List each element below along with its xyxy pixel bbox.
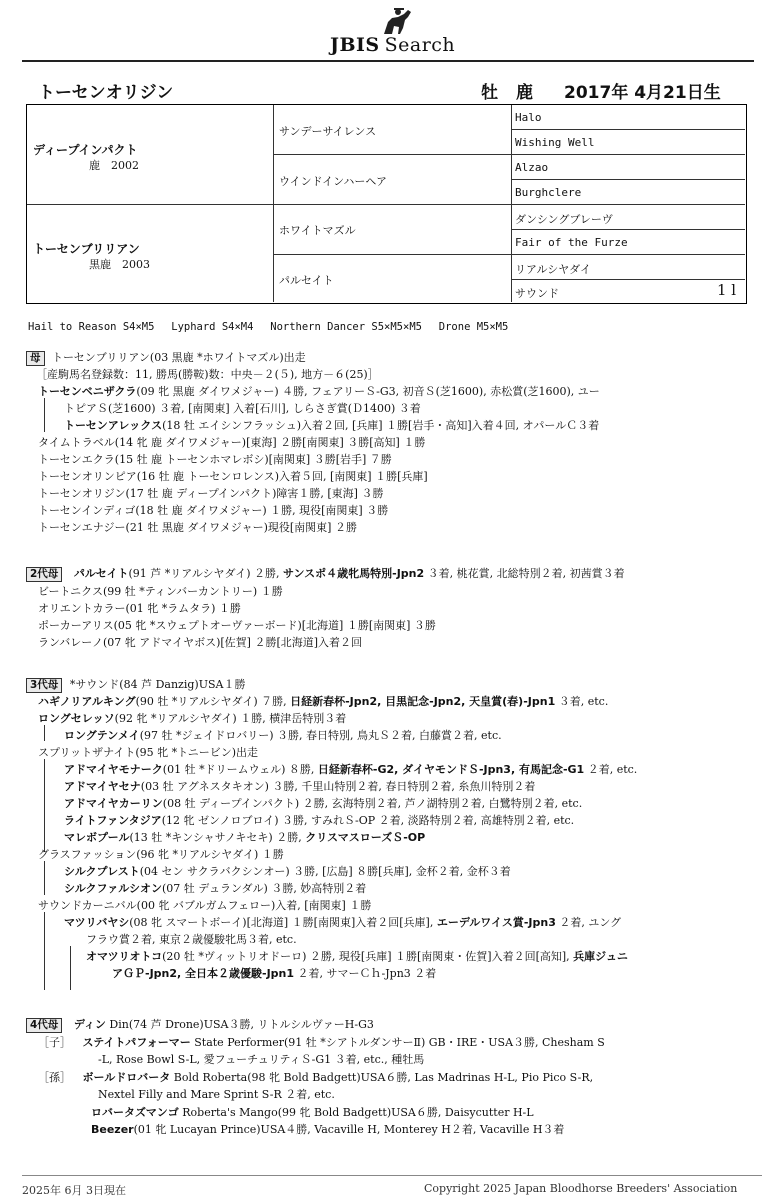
list-item[interactable]: オリエントカラー(01 牝 *ラムタラ) １勝 bbox=[38, 602, 241, 615]
footer-divider bbox=[22, 1175, 762, 1176]
sire-dam[interactable]: ウインドインハーヘア bbox=[279, 175, 388, 188]
lineage-bar bbox=[44, 861, 45, 895]
sire-info: 鹿 2002 bbox=[89, 159, 139, 172]
fourth-dam-header: 4代母 ディン Din(74 芦 Drone)USA３勝, リトルシルヴァーH-G3 bbox=[26, 1016, 374, 1033]
lineage-bar bbox=[70, 946, 71, 990]
pedigree-table bbox=[26, 104, 747, 304]
inbreeding-cross: Hail to Reason S4×M5 Lyphard S4×M4 Northern Dancer S5×M5×M5 Drone M5×M5 bbox=[28, 321, 509, 333]
gd-5[interactable]: ダンシングブレーヴ bbox=[515, 213, 613, 226]
list-item: ライトファンタジア(12 牝 ゼンノロブロイ) ３勝, すみれＳ-OP ２着, 淡路特別２着, 高雄特別２着, etc. bbox=[64, 814, 575, 827]
list-item[interactable]: ランバレーノ(07 牝 アドマイヤボス)[佐賀] ２勝[北海道]入着２回 bbox=[38, 636, 363, 649]
list-item[interactable]: グラスファッション(96 牝 *リアルシヤダイ) １勝 bbox=[38, 848, 284, 861]
list-item: オマツリオトコ(20 牡 *ヴィットリオドーロ) ２勝, 現役[兵庫] １勝[南関東・佐賀]入着２回[高知], 兵庫ジュニ bbox=[86, 950, 628, 963]
list-item: ［子］ ステイトパフォーマー State Performer(91 牡 *シアトルダンサーⅡ) GB・IRE・USA３勝, Chesham S bbox=[38, 1036, 605, 1049]
dam-section-header bbox=[26, 349, 306, 366]
list-item[interactable]: トーセンオリンピア(16 牡 鹿 トーセンロレンス)入着５回, [南関東] １勝[兵庫] bbox=[38, 470, 428, 483]
logo-brand: JBIS bbox=[330, 34, 380, 56]
second-dam-header: 2代母 パルセイト(91 芦 *リアルシヤダイ) ２勝, サンスポ４歳牝馬特別-Jpn2 ３着, 桃花賞, 北総特別２着, 初茜賞３着 bbox=[26, 565, 625, 582]
list-item-cont: アＧＰ-Jpn2, 全日本２歳優駿-Jpn1 ２着, サマーＣｈ-Jpn3 ２着 bbox=[112, 967, 437, 980]
list-item[interactable]: ビートニクス(99 牡 *ティンバーカントリー) １勝 bbox=[38, 585, 283, 598]
list-item: トーセンベニザクラ(09 牝 黒鹿 ダイワメジャー) ４勝, フェアリーＳ-G3, 初音Ｓ(芝1600), 赤松賞(芝1600), ユー bbox=[38, 385, 600, 398]
section-tag-second-dam: 2代母 bbox=[26, 567, 62, 582]
list-item-cont: -L, Rose Bowl S-L, 愛フューチュリティＳ-G1 ３着, etc., 種牡馬 bbox=[98, 1053, 425, 1066]
lineage-bar bbox=[44, 398, 45, 432]
gd-4[interactable]: Burghclere bbox=[515, 186, 582, 199]
header-divider bbox=[22, 60, 754, 62]
list-item[interactable]: スプリットザナイト(95 牝 *トニービン)出走 bbox=[38, 746, 258, 759]
dam-produce-summary: ［産駒馬名登録数：11, 勝馬(勝鞍)数：中央－２(５), 地方－６(25)］ bbox=[36, 368, 379, 381]
list-item: アドマイヤセナ(03 牡 アグネスタキオン) ３勝, 千里山特別２着, 春日特別２着, 糸魚川特別２着 bbox=[64, 780, 536, 793]
horse-rider-icon bbox=[378, 8, 418, 36]
section-tag-dam: 母 bbox=[26, 351, 45, 366]
offspring-name[interactable]: トーセンベニザクラ bbox=[38, 385, 137, 398]
list-item: Beezer(01 牝 Lucayan Prince)USA４勝, Vacaville H, Monterey H２着, Vacaville H３着 bbox=[91, 1123, 565, 1136]
lineage-bar bbox=[44, 725, 45, 741]
dam-sire[interactable]: ホワイトマズル bbox=[279, 224, 356, 237]
list-item: ［孫］ ボールドロバータ Bold Roberta(98 牝 Bold Badgett)USA６勝, Las Madrinas H-L, Pio Pico S-R, bbox=[38, 1071, 594, 1084]
list-item: マレボプール(13 牡 *キンシャサノキセキ) ２勝, クリスマスローズＳ-OP bbox=[64, 831, 426, 844]
offspring-name[interactable]: Beezer bbox=[91, 1123, 134, 1136]
footer-date: 2025年 6月 3日現在 bbox=[22, 1184, 126, 1197]
list-item[interactable]: トーセンエナジー(21 牡 黒鹿 ダイワメジャー)現役[南関東] ２勝 bbox=[38, 521, 357, 534]
section-tag-fourth-dam: 4代母 bbox=[26, 1018, 62, 1033]
fourth-dam-name[interactable]: ディン bbox=[73, 1018, 106, 1031]
list-item[interactable]: ポーカーアリス(05 牝 *スウェプトオーヴァーボード)[北海道] １勝[南関東] ３勝 bbox=[38, 619, 436, 632]
footer-copyright: Copyright 2025 Japan Bloodhorse Breeders' Association bbox=[424, 1182, 738, 1195]
list-item[interactable]: トーセンインディゴ(18 牡 鹿 ダイワメジャー) １勝, 現役[南関東] ３勝 bbox=[38, 504, 389, 517]
list-item-cont: Nextel Filly and Mare Sprint S-R ２着, etc. bbox=[98, 1088, 335, 1101]
gd-1[interactable]: Halo bbox=[515, 111, 542, 124]
list-item: マツリバヤシ(08 牝 スマートボーイ)[北海道] １勝[南関東]入着２回[兵庫], エーデルワイス賞-Jpn3 ２着, ユング bbox=[64, 916, 622, 929]
dam-info: 黒鹿 2003 bbox=[89, 258, 150, 271]
list-item[interactable]: サウンドカーニバル(00 牝 バブルガムフェロー)入着, [南関東] １勝 bbox=[38, 899, 372, 912]
logo-suffix: Search bbox=[384, 34, 456, 56]
third-dam-head: *サウンド(84 芦 Danzig)USA１勝 bbox=[69, 678, 246, 691]
list-item: ハギノリアルキング(90 牡 *リアルシヤダイ) ７勝, 日経新春杯-Jpn2, 目黒記念-Jpn2, 天皇賞(春)-Jpn1 ３着, etc. bbox=[38, 695, 609, 708]
gd-6[interactable]: Fair of the Furze bbox=[515, 236, 628, 249]
gd-3[interactable]: Alzao bbox=[515, 161, 549, 174]
offspring-name[interactable]: トーセンアレックス bbox=[64, 419, 163, 432]
list-item: アドマイヤモナーク(01 牡 *ドリームウェル) ８勝, 日経新春杯-G2, ダイヤモンドＳ-Jpn3, 有馬記念-G1 ２着, etc. bbox=[64, 763, 638, 776]
sire-sire[interactable]: サンデーサイレンス bbox=[279, 125, 377, 138]
list-item: シルクファルシオン(07 牡 デュランダル) ３勝, 妙高特別２着 bbox=[64, 882, 367, 895]
horse-color: 鹿 bbox=[516, 83, 533, 103]
gd-8[interactable]: サウンド bbox=[515, 287, 559, 300]
list-item-cont: トピアＳ(芝1600) ３着, [南関東] 入着[石川], しらさぎ賞(Ｄ1400) ３着 bbox=[64, 402, 421, 415]
dam-name[interactable]: トーセンブリリアン bbox=[33, 242, 140, 256]
offspring-name[interactable]: ステイトパフォーマー bbox=[82, 1036, 191, 1049]
list-item: シルクプレスト(04 セン サクラバクシンオー) ３勝, [広島] ８勝[兵庫], 金杯２着, 金杯３着 bbox=[64, 865, 511, 878]
lineage-bar bbox=[44, 759, 45, 852]
list-item[interactable]: トーセンエクラ(15 牡 鹿 トーセンホマレボシ)[南関東] ３勝[岩手] ７勝 bbox=[38, 453, 392, 466]
list-item-cont: フラウ賞２着, 東京２歳優駿牝馬３着, etc. bbox=[86, 933, 297, 946]
section-tag-third-dam: 3代母 bbox=[26, 678, 62, 693]
third-dam-header bbox=[26, 676, 245, 693]
lineage-bar bbox=[44, 912, 45, 990]
list-item: ロバータズマンゴ Roberta's Mango(99 牝 Bold Badgett)USA６勝, Daisycutter H-L bbox=[91, 1106, 534, 1119]
list-item: ロングセレッソ(92 牝 *リアルシヤダイ) １勝, 横津岳特別３着 bbox=[38, 712, 347, 725]
list-item: ロングテンメイ(97 牡 *ジェイドロバリー) ３勝, 春日特別, 鳥丸Ｓ２着, 白藤賞２着, etc. bbox=[64, 729, 502, 742]
horse-name: トーセンオリジン bbox=[38, 83, 174, 103]
offspring-name[interactable]: ボールドロバータ bbox=[82, 1071, 171, 1084]
second-dam-name[interactable]: パルセイト bbox=[73, 567, 129, 580]
list-item: トーセンアレックス(18 牡 エイシンフラッシュ)入着２回, [兵庫] １勝[岩手・高知]入着４回, オパールＣ３着 bbox=[64, 419, 600, 432]
list-item[interactable]: タイムトラベル(14 牝 鹿 ダイワメジャー)[東海] ２勝[南関東] ３勝[高知] １勝 bbox=[38, 436, 426, 449]
gd-7[interactable]: リアルシヤダイ bbox=[515, 263, 591, 276]
horse-birth-date: 2017年 4月21日生 bbox=[564, 83, 721, 103]
offspring-name[interactable]: ロバータズマンゴ bbox=[91, 1106, 179, 1119]
sire-name[interactable]: ディープインパクト bbox=[33, 143, 138, 157]
family-number: 1 l bbox=[717, 281, 737, 299]
horse-sex: 牡 bbox=[481, 83, 498, 103]
list-item: アドマイヤカーリン(08 牡 ディープインパクト) ２勝, 玄海特別２着, 芦ノ湖特別２着, 白鷺特別２着, etc. bbox=[64, 797, 583, 810]
dam-dam[interactable]: パルセイト bbox=[279, 274, 334, 287]
gd-2[interactable]: Wishing Well bbox=[515, 136, 595, 149]
dam-head: トーセンブリリアン(03 黒鹿 *ホワイトマズル)出走 bbox=[52, 351, 306, 364]
list-item[interactable]: トーセンオリジン(17 牡 鹿 ディープインパクト)障害１勝, [東海] ３勝 bbox=[38, 487, 384, 500]
jbis-search-logo[interactable] bbox=[320, 8, 460, 54]
